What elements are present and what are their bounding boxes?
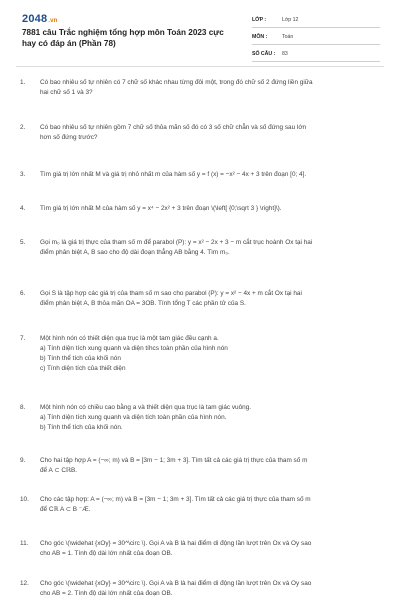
question-line: Tìm giá trị lớn nhất M của hàm số y = x⁴ − 2x² + 3 trên đoạn \(\left[ {0;\sqrt 3 } \right]\).	[40, 205, 282, 212]
question-line: Tìm giá trị lớn nhất M và giá trị nhỏ nhất m của hàm số y = f (x) = −x² − 4x + 3 trên đoạn [0; 4].	[40, 171, 307, 178]
question-number: 2.	[20, 124, 26, 131]
question-line: Cho góc \(\widehat {xOy} = 30^\circ \). Gọi A và B là hai điểm di động lần lượt trên Ox và Oy sao	[40, 540, 312, 547]
meta-value: Toán	[282, 34, 294, 40]
logo-suffix: .vn	[48, 18, 58, 24]
question-item	[20, 204, 382, 214]
question-text	[40, 289, 382, 309]
question-number: 12.	[20, 580, 29, 587]
question-line: để A ⊂ CℝB.	[40, 467, 78, 474]
question-line: b) Tính thể tích của khối nón.	[40, 424, 123, 431]
meta-row-subject	[252, 30, 380, 45]
question-line: cho AB = 2. Tính độ dài lớn nhất của đoạn OB.	[40, 590, 173, 597]
question-text	[40, 403, 382, 433]
question-line: Cho các tập hợp: A = (−∞; m) và B = [3m − 1; 3m + 3]. Tìm tất cả các giá trị thực của tham số m	[40, 496, 311, 503]
question-line: a) Tính diện tích xung quanh và diện tíhcs toàn phần của hình nón	[40, 345, 228, 352]
question-text	[40, 204, 382, 214]
question-item	[20, 170, 382, 180]
question-line: để Cℝ A ⊂ B ⁻Æ.	[40, 506, 91, 513]
meta-value: 83	[282, 51, 288, 57]
meta-row-count	[252, 47, 380, 62]
question-line: Gọi m₀ là giá trị thực của tham số m để parabol (P): y = x² − 2x + 3 − m cắt trục hoành Ox tại hai	[40, 239, 313, 246]
question-line: b) Tính thể tích của khối nón	[40, 355, 121, 362]
question-line: Cho hai tập hợp A = (−∞; m) và B = [3m − 1; 3m + 3]. Tìm tất cả các giá trị thực của tham số m	[40, 457, 308, 464]
question-text	[40, 170, 382, 180]
question-text	[40, 579, 382, 599]
question-line: Một hình nón có thiết diện qua trục là một tam giác đều cạnh a.	[40, 335, 219, 342]
site-logo[interactable]	[22, 13, 58, 25]
question-text	[40, 456, 382, 476]
logo-main: 2048	[22, 13, 48, 25]
question-text	[40, 78, 382, 98]
question-line: Gọi S là tập hợp các giá trị của tham số m sao cho parabol (P): y = x² − 4x + m cắt Ox tại hai	[40, 290, 302, 297]
question-line: cho AB = 1. Tính độ dài lớn nhất của đoạn OB.	[40, 550, 173, 557]
header-divider	[16, 66, 384, 67]
question-item	[20, 579, 382, 599]
question-item	[20, 495, 382, 515]
question-line: Có bao nhiêu số tự nhiên gồm 7 chữ số thỏa mãn số đó có 3 số chữ chẵn và số đứng sau lớn	[40, 124, 307, 131]
question-line: điểm phân biệt A, B thỏa mãn OA = 3OB. Tính tổng T các phần tử của S.	[40, 300, 246, 307]
question-text	[40, 123, 382, 143]
question-item	[20, 123, 382, 143]
meta-key: MÔN :	[252, 34, 268, 40]
question-number: 1.	[20, 79, 26, 86]
document-header	[0, 0, 400, 66]
question-item	[20, 456, 382, 476]
question-line: a) Tính diện tích xung quanh và diện tích toàn phần của hình nón.	[40, 414, 227, 421]
question-line: Có bao nhiêu số tự nhiên có 7 chữ số khác nhau từng đôi một, trong đó chữ số 2 đứng liền giữa	[40, 79, 313, 86]
question-item	[20, 238, 382, 258]
question-line: Một hình nón có chiều cao bằng a và thiết diện qua trục là tam giác vuông.	[40, 404, 252, 411]
document-title: 7881 câu Trắc nghiệm tổng hợp môn Toán 2023 cực hay có đáp án (Phần 78)	[22, 28, 224, 48]
question-item	[20, 289, 382, 309]
meta-key: SỐ CÂU :	[252, 51, 276, 57]
question-number: 5.	[20, 239, 26, 246]
meta-table	[252, 13, 380, 64]
question-line: Cho góc \(\widehat {xOy} = 30^\circ \). Gọi A và B là hai điểm di động lần lượt trên Ox và Oy sao	[40, 580, 312, 587]
question-line: hai chữ số 1 và 3?	[40, 89, 93, 96]
question-item	[20, 334, 382, 374]
question-number: 10.	[20, 496, 29, 503]
question-number: 3.	[20, 171, 26, 178]
question-number: 6.	[20, 290, 26, 297]
meta-key: LỚP :	[252, 17, 267, 23]
question-item	[20, 539, 382, 559]
question-number: 4.	[20, 205, 26, 212]
question-number: 7.	[20, 335, 26, 342]
question-text	[40, 238, 382, 258]
question-text	[40, 495, 382, 515]
question-line: hơn số đứng trước?	[40, 134, 98, 141]
question-number: 11.	[20, 540, 29, 547]
question-text	[40, 334, 382, 374]
question-line: điểm phân biệt A, B sao cho độ dài đoạn thẳng AB bằng 4. Tìm m₀.	[40, 249, 230, 256]
meta-value: Lớp 12	[282, 17, 299, 23]
meta-row-class	[252, 13, 380, 28]
question-number: 9.	[20, 457, 26, 464]
question-number: 8.	[20, 404, 26, 411]
question-item	[20, 403, 382, 433]
question-item	[20, 78, 382, 98]
question-line: c) Tính diện tích của thiết diện	[40, 365, 126, 372]
question-text	[40, 539, 382, 559]
